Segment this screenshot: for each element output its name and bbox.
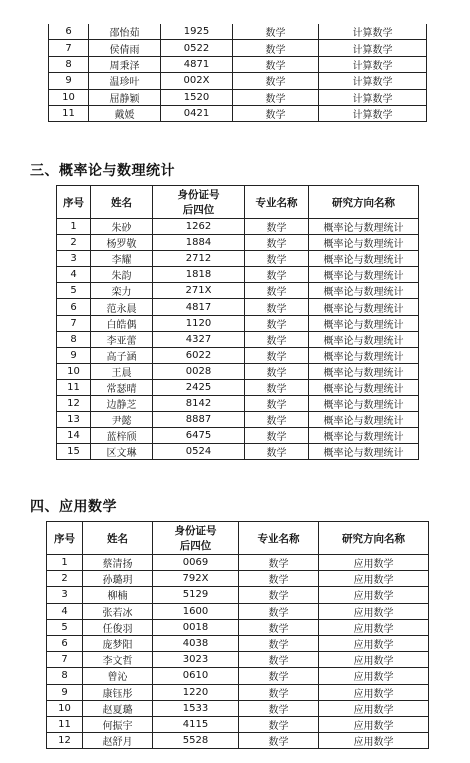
cell-id: 1520 (161, 89, 233, 105)
table-row (57, 444, 419, 460)
table-row (57, 331, 419, 347)
cell-id: 0522 (161, 40, 233, 56)
cell-id: 1220 (153, 684, 239, 700)
cell-major: 数学 (239, 571, 319, 587)
cell-direction: 概率论与数理统计 (309, 331, 419, 347)
table-header-row (47, 522, 429, 555)
cell-major: 数学 (233, 24, 319, 40)
cell-id: 3023 (153, 652, 239, 668)
cell-direction: 应用数学 (319, 700, 429, 716)
cell-no: 4 (57, 267, 91, 283)
table-row (47, 716, 429, 732)
cell-direction: 概率论与数理统计 (309, 379, 419, 395)
cell-no: 9 (49, 73, 89, 89)
cell-no: 5 (47, 619, 83, 635)
header-id (153, 522, 239, 555)
cell-no: 12 (57, 396, 91, 412)
table-row (47, 555, 429, 571)
cell-no: 1 (47, 555, 83, 571)
cell-name: 尹懿 (91, 412, 153, 428)
cell-direction: 应用数学 (319, 716, 429, 732)
table-row (47, 587, 429, 603)
cell-direction: 应用数学 (319, 587, 429, 603)
cell-id: 0421 (161, 105, 233, 121)
table-row (49, 56, 427, 72)
cell-no: 10 (57, 363, 91, 379)
cell-direction: 概率论与数理统计 (309, 251, 419, 267)
cell-direction: 概率论与数理统计 (309, 396, 419, 412)
computational-math-table (48, 24, 427, 122)
table-row (57, 428, 419, 444)
cell-name: 康钰彤 (83, 684, 153, 700)
table-row (49, 89, 427, 105)
cell-major: 数学 (233, 73, 319, 89)
header-no: 序号 (57, 186, 91, 219)
cell-direction: 计算数学 (319, 56, 427, 72)
cell-major: 数学 (239, 587, 319, 603)
table-row (57, 235, 419, 251)
section-title-applied-math: 四、应用数学 (30, 499, 117, 515)
cell-direction: 计算数学 (319, 105, 427, 121)
cell-no: 1 (57, 219, 91, 235)
table-row (47, 603, 429, 619)
cell-major: 数学 (245, 283, 309, 299)
cell-id: 002X (161, 73, 233, 89)
cell-major: 数学 (239, 635, 319, 651)
cell-major: 数学 (245, 251, 309, 267)
cell-major: 数学 (239, 733, 319, 749)
table-row (47, 635, 429, 651)
cell-id: 1533 (153, 700, 239, 716)
header-id (153, 186, 245, 219)
cell-name: 孙璐玥 (83, 571, 153, 587)
header-name: 姓名 (91, 186, 153, 219)
cell-direction: 概率论与数理统计 (309, 315, 419, 331)
probability-statistics-table (56, 185, 419, 460)
table-row (57, 219, 419, 235)
cell-no: 13 (57, 412, 91, 428)
cell-id: 1818 (153, 267, 245, 283)
cell-direction: 应用数学 (319, 668, 429, 684)
cell-name: 李文哲 (83, 652, 153, 668)
cell-no: 6 (49, 24, 89, 40)
cell-name: 边静芝 (91, 396, 153, 412)
header-id-line2: 后四位 (179, 540, 212, 552)
cell-direction: 计算数学 (319, 40, 427, 56)
cell-major: 数学 (239, 684, 319, 700)
cell-direction: 概率论与数理统计 (309, 283, 419, 299)
cell-no: 2 (47, 571, 83, 587)
applied-math-table (46, 521, 429, 749)
table-row (47, 668, 429, 684)
table-row (49, 105, 427, 121)
cell-no: 6 (57, 299, 91, 315)
cell-id: 1120 (153, 315, 245, 331)
cell-direction: 应用数学 (319, 684, 429, 700)
table-row (49, 73, 427, 89)
cell-name: 李耀 (91, 251, 153, 267)
cell-major: 数学 (245, 331, 309, 347)
cell-direction: 概率论与数理统计 (309, 363, 419, 379)
section-title-probability: 三、概率论与数理统计 (30, 163, 175, 179)
table-row (47, 700, 429, 716)
header-major: 专业名称 (239, 522, 319, 555)
cell-name: 王晨 (91, 363, 153, 379)
table-row (47, 733, 429, 749)
cell-id: 271X (153, 283, 245, 299)
table-row (57, 283, 419, 299)
cell-direction: 应用数学 (319, 555, 429, 571)
cell-direction: 概率论与数理统计 (309, 235, 419, 251)
cell-name: 白皓偶 (91, 315, 153, 331)
cell-name: 赵夏璐 (83, 700, 153, 716)
cell-no: 4 (47, 603, 83, 619)
cell-no: 9 (47, 684, 83, 700)
table-row (57, 267, 419, 283)
cell-name: 何振宇 (83, 716, 153, 732)
cell-no: 11 (49, 105, 89, 121)
cell-direction: 计算数学 (319, 89, 427, 105)
cell-direction: 应用数学 (319, 603, 429, 619)
cell-name: 蔡清扬 (83, 555, 153, 571)
cell-no: 10 (47, 700, 83, 716)
cell-id: 0610 (153, 668, 239, 684)
cell-major: 数学 (245, 363, 309, 379)
table-row (57, 315, 419, 331)
cell-no: 6 (47, 635, 83, 651)
cell-no: 7 (49, 40, 89, 56)
computational-math-table-body (49, 24, 427, 122)
cell-id: 5528 (153, 733, 239, 749)
cell-no: 14 (57, 428, 91, 444)
cell-major: 数学 (233, 89, 319, 105)
cell-name: 李亚蕾 (91, 331, 153, 347)
cell-major: 数学 (239, 555, 319, 571)
cell-major: 数学 (245, 235, 309, 251)
applied-math-table-body (47, 555, 429, 749)
header-id-line2: 后四位 (182, 204, 215, 216)
cell-no: 12 (47, 733, 83, 749)
cell-no: 7 (57, 315, 91, 331)
cell-direction: 计算数学 (319, 24, 427, 40)
cell-name: 庞梦阳 (83, 635, 153, 651)
cell-major: 数学 (239, 652, 319, 668)
cell-major: 数学 (245, 396, 309, 412)
table-row (57, 379, 419, 395)
cell-major: 数学 (245, 347, 309, 363)
cell-name: 周秉泽 (89, 56, 161, 72)
cell-major: 数学 (239, 619, 319, 635)
cell-id: 1884 (153, 235, 245, 251)
cell-name: 戴媛 (89, 105, 161, 121)
cell-name: 蓝梓颀 (91, 428, 153, 444)
cell-id: 1262 (153, 219, 245, 235)
table-row (57, 396, 419, 412)
cell-no: 11 (57, 379, 91, 395)
cell-direction: 应用数学 (319, 733, 429, 749)
cell-direction: 概率论与数理统计 (309, 347, 419, 363)
header-direction: 研究方向名称 (309, 186, 419, 219)
cell-major: 数学 (245, 428, 309, 444)
cell-name: 张若冰 (83, 603, 153, 619)
cell-id: 8887 (153, 412, 245, 428)
cell-id: 1600 (153, 603, 239, 619)
cell-id: 4038 (153, 635, 239, 651)
cell-major: 数学 (239, 700, 319, 716)
cell-id: 2425 (153, 379, 245, 395)
cell-name: 区文琳 (91, 444, 153, 460)
cell-direction: 概率论与数理统计 (309, 267, 419, 283)
cell-name: 赵舒月 (83, 733, 153, 749)
cell-major: 数学 (245, 267, 309, 283)
cell-major: 数学 (233, 105, 319, 121)
cell-major: 数学 (245, 219, 309, 235)
cell-direction: 概率论与数理统计 (309, 219, 419, 235)
cell-direction: 应用数学 (319, 635, 429, 651)
cell-id: 8142 (153, 396, 245, 412)
cell-id: 0524 (153, 444, 245, 460)
cell-name: 朱韵 (91, 267, 153, 283)
cell-major: 数学 (245, 444, 309, 460)
table-row (49, 24, 427, 40)
cell-major: 数学 (245, 379, 309, 395)
cell-id: 4817 (153, 299, 245, 315)
cell-major: 数学 (239, 668, 319, 684)
cell-major: 数学 (239, 603, 319, 619)
cell-name: 温珍叶 (89, 73, 161, 89)
cell-no: 9 (57, 347, 91, 363)
cell-id: 792X (153, 571, 239, 587)
cell-direction: 概率论与数理统计 (309, 299, 419, 315)
cell-no: 8 (49, 56, 89, 72)
cell-id: 1925 (161, 24, 233, 40)
cell-major: 数学 (239, 716, 319, 732)
header-id-line1: 身份证号 (177, 189, 220, 201)
cell-no: 5 (57, 283, 91, 299)
cell-name: 侯倩雨 (89, 40, 161, 56)
cell-id: 5129 (153, 587, 239, 603)
cell-name: 任俊羽 (83, 619, 153, 635)
cell-name: 屈静颖 (89, 89, 161, 105)
table-row (47, 684, 429, 700)
cell-id: 0069 (153, 555, 239, 571)
cell-direction: 应用数学 (319, 652, 429, 668)
cell-name: 曾沁 (83, 668, 153, 684)
cell-no: 15 (57, 444, 91, 460)
table-row (57, 347, 419, 363)
table-row (57, 412, 419, 428)
cell-name: 邵怡茹 (89, 24, 161, 40)
cell-no: 8 (57, 331, 91, 347)
cell-id: 4871 (161, 56, 233, 72)
table-row (57, 251, 419, 267)
cell-major: 数学 (245, 412, 309, 428)
cell-major: 数学 (245, 299, 309, 315)
cell-no: 3 (47, 587, 83, 603)
cell-id: 0028 (153, 363, 245, 379)
header-no: 序号 (47, 522, 83, 555)
header-name: 姓名 (83, 522, 153, 555)
cell-name: 高子涵 (91, 347, 153, 363)
header-id-line1: 身份证号 (174, 525, 217, 537)
cell-major: 数学 (245, 315, 309, 331)
table-row (57, 363, 419, 379)
cell-direction: 概率论与数理统计 (309, 444, 419, 460)
cell-no: 7 (47, 652, 83, 668)
probability-statistics-table-body (57, 219, 419, 460)
cell-id: 6475 (153, 428, 245, 444)
cell-name: 杨罗敬 (91, 235, 153, 251)
table-row (47, 652, 429, 668)
table-row (47, 619, 429, 635)
cell-no: 8 (47, 668, 83, 684)
header-direction: 研究方向名称 (319, 522, 429, 555)
table-row (47, 571, 429, 587)
cell-name: 范永晨 (91, 299, 153, 315)
cell-name: 栾力 (91, 283, 153, 299)
cell-direction: 概率论与数理统计 (309, 428, 419, 444)
cell-name: 朱砂 (91, 219, 153, 235)
cell-no: 10 (49, 89, 89, 105)
cell-major: 数学 (233, 40, 319, 56)
cell-id: 4327 (153, 331, 245, 347)
cell-id: 6022 (153, 347, 245, 363)
cell-direction: 概率论与数理统计 (309, 412, 419, 428)
header-major: 专业名称 (245, 186, 309, 219)
table-row (57, 299, 419, 315)
cell-no: 3 (57, 251, 91, 267)
table-header-row (57, 186, 419, 219)
cell-id: 2712 (153, 251, 245, 267)
cell-direction: 计算数学 (319, 73, 427, 89)
cell-id: 0018 (153, 619, 239, 635)
cell-direction: 应用数学 (319, 571, 429, 587)
cell-name: 常瑟晴 (91, 379, 153, 395)
cell-direction: 应用数学 (319, 619, 429, 635)
cell-major: 数学 (233, 56, 319, 72)
table-row (49, 40, 427, 56)
cell-id: 4115 (153, 716, 239, 732)
cell-no: 2 (57, 235, 91, 251)
cell-name: 柳楠 (83, 587, 153, 603)
cell-no: 11 (47, 716, 83, 732)
